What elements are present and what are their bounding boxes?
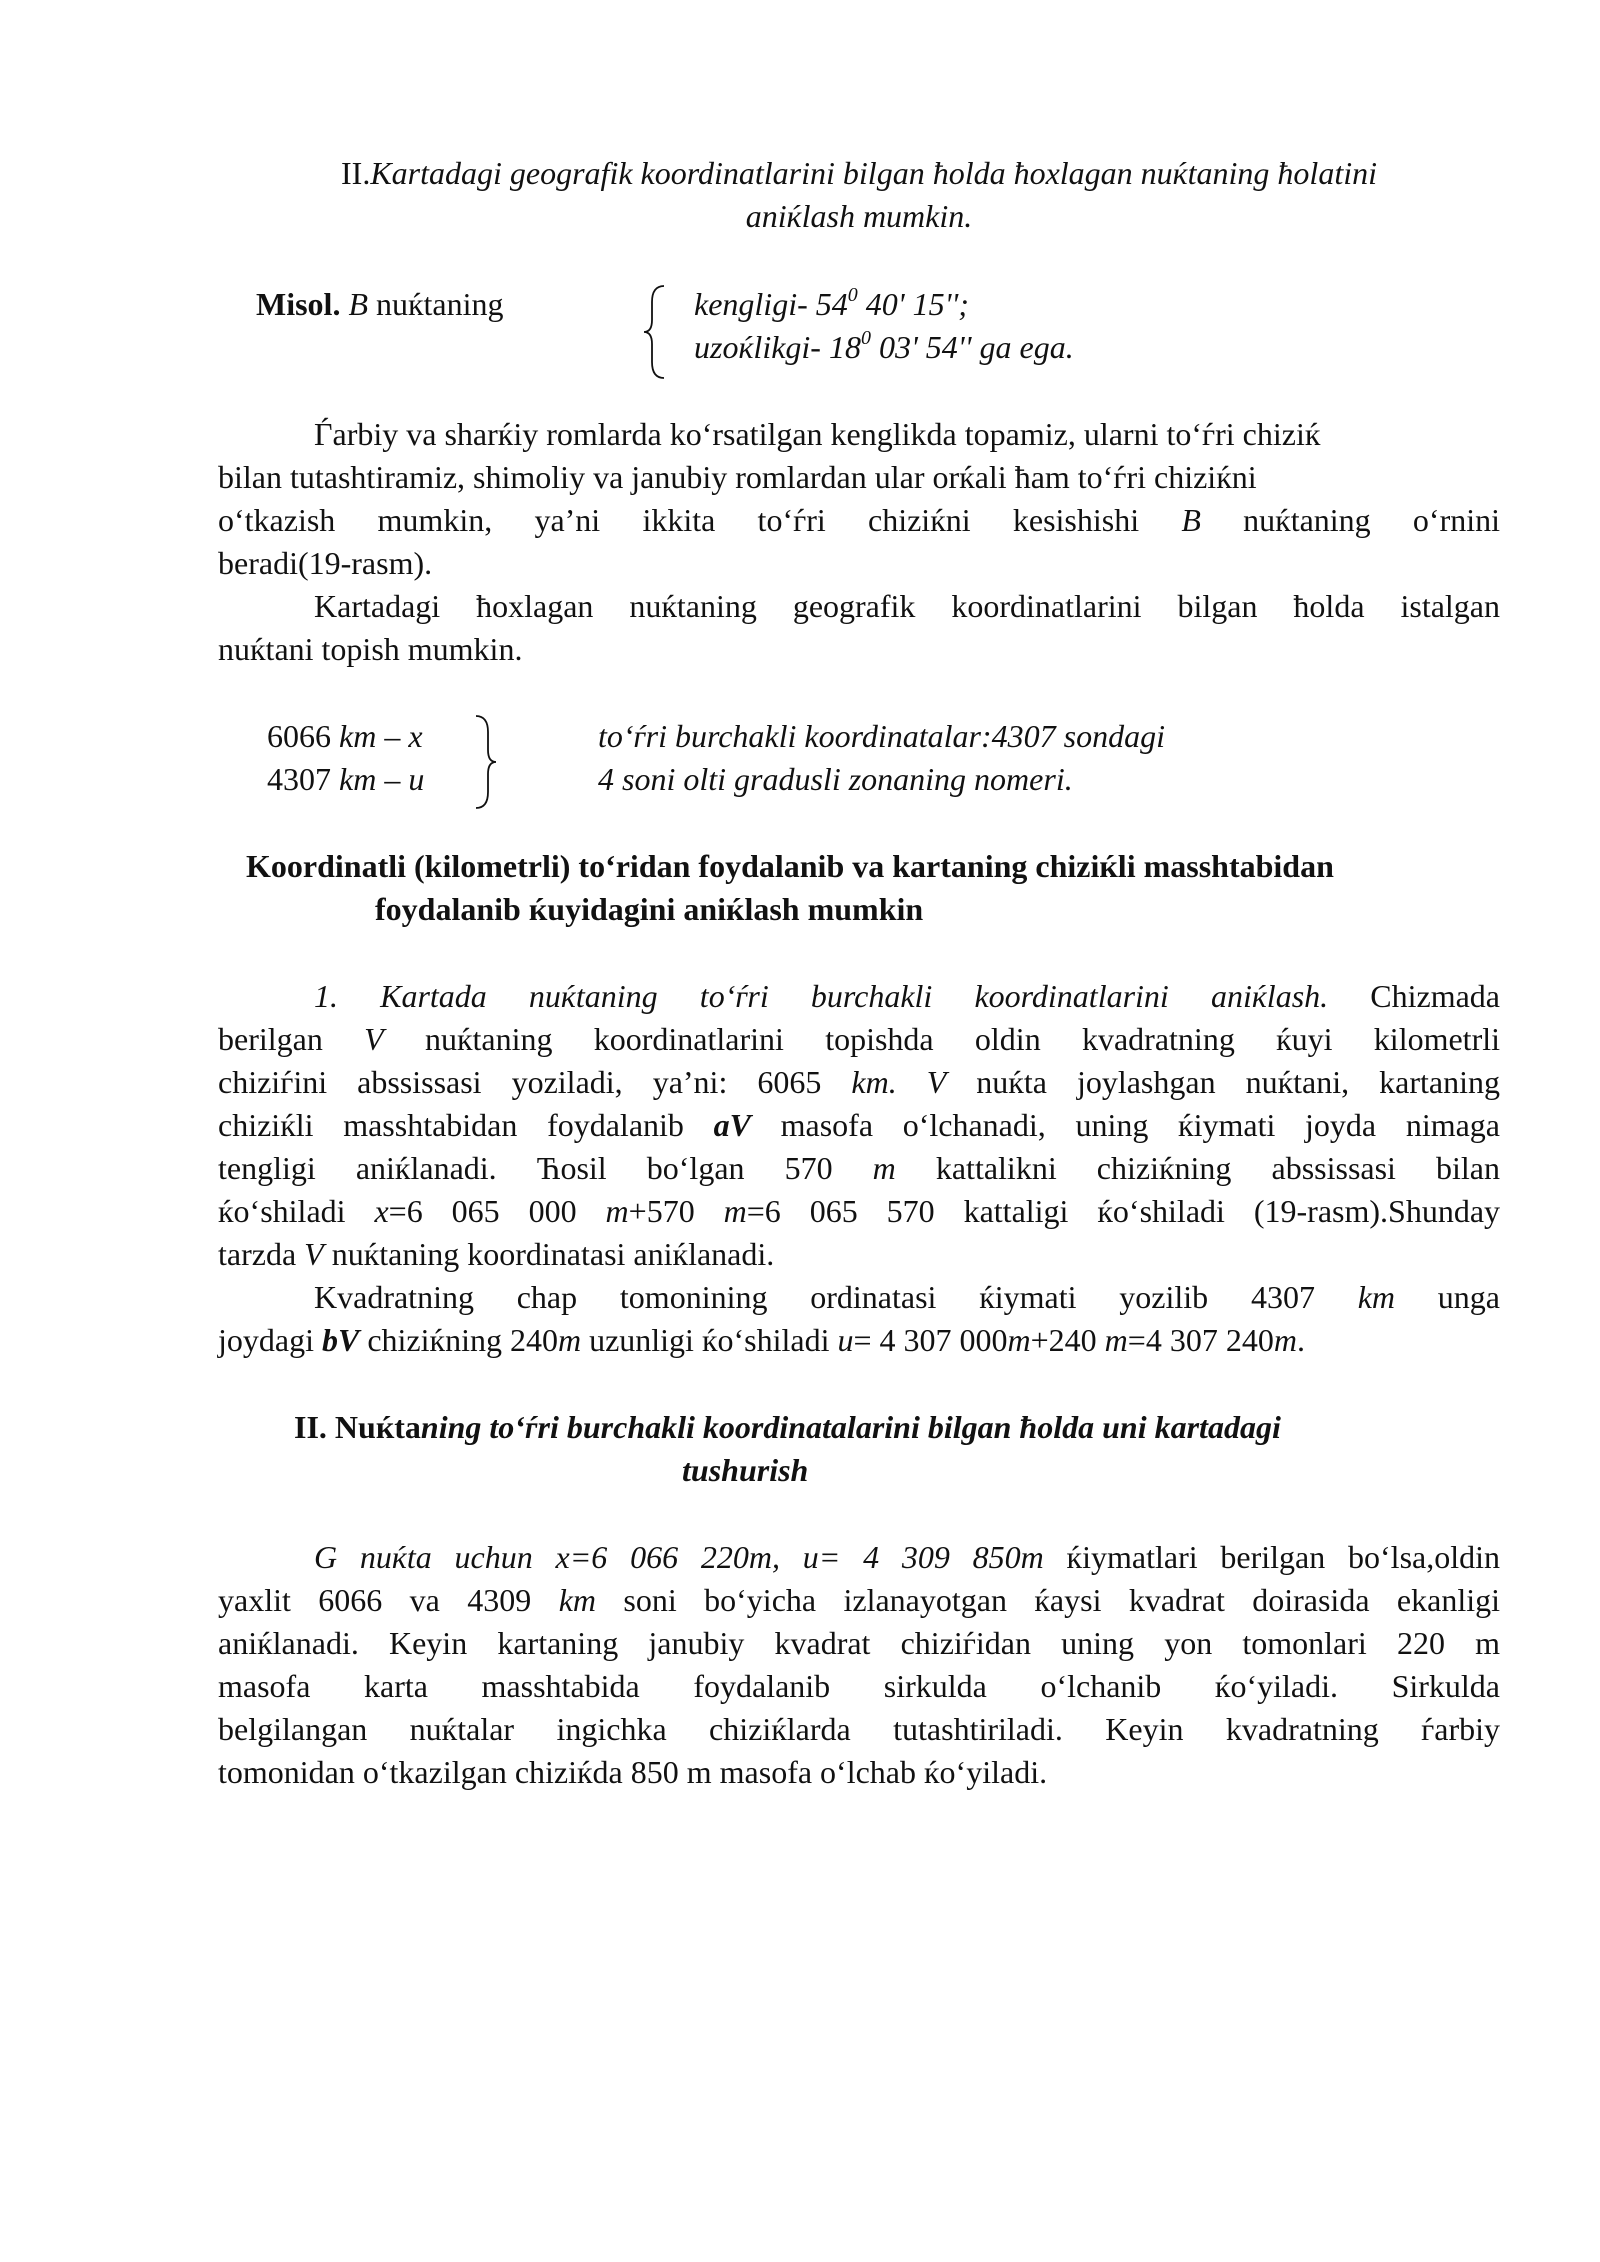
segment-av: aV [713,1107,751,1143]
given-values: G nuќta uchun x=6 066 220m, u= 4 309 850m [314,1539,1044,1575]
paragraph-line: nuќtani topish mumkin. [218,631,523,667]
text-run: masofa o‘lchanadi, uning ќiymati joyda nimaga [750,1107,1501,1143]
text-run: tengligi aniќlanadi. Ћosil bo‘lgan 570 [218,1150,873,1186]
text-run: nuќtaning o‘rnini [1200,502,1501,538]
text-run: =4 307 240 [1127,1322,1274,1358]
text-run: uzunligi ќo‘shiladi [581,1322,838,1358]
text-run: unga [1395,1279,1501,1315]
paragraph-4 [218,1276,1500,1362]
heading-prefix: II. [341,155,371,191]
latitude-rest: 40' 15''; [857,286,969,322]
coord-note-2: 4 soni olti gradusli zonaning nomeri. [598,761,1073,797]
text-run: joydagi [218,1322,322,1358]
longitude-rest: 03' 54'' ga ega. [870,329,1074,365]
point-b: B [1181,502,1201,538]
text-run: ќo‘shiladi [218,1193,375,1229]
paragraph-line [218,1233,1500,1276]
point-b: B [348,286,368,322]
paragraph-line: masofa karta masshtabida foydalanib sirkulda o‘lchanib ќo‘yiladi. Sirkulda [218,1668,1500,1704]
text-run: nuќtaning koordinatlarini topishda oldin kvadratning ќuyi kilometrli [383,1021,1501,1057]
text-run: Kvadratning chap tomonining ordinatasi ќiymati yozilib 4307 [314,1279,1358,1315]
text-run: kattalikni chiziќning abssissasi bilan [895,1150,1501,1186]
right-brace-icon [470,712,500,812]
coord-u-value: 4307 [267,761,339,797]
text-run: nuќtaning koordinatasi aniќlanadi. [323,1236,775,1272]
unit-m: m [723,1193,747,1229]
latitude-degree: 0 [847,284,858,306]
section-heading-1-line2: aniќlash mumkin. [745,198,973,234]
paragraph-line [218,1190,1500,1233]
section-heading-1 [218,152,1500,195]
unit-m: m [605,1193,629,1229]
paragraph-line [218,1579,1500,1622]
text-run: chiziќli masshtabidan foydalanib [218,1107,714,1143]
unit-km: km [1357,1279,1396,1315]
unit-m: m [557,1322,582,1358]
text-run: +570 [628,1193,724,1229]
coord-x-value: 6066 [267,718,339,754]
paragraph-line [218,1319,1500,1362]
unit-m: m [1273,1322,1297,1358]
misol-label: Misol [256,286,333,322]
point-v: V [926,1064,947,1100]
text-run: berilgan [218,1021,365,1057]
text-run: ќiymatlari berilgan bo‘lsa,oldin [1043,1539,1501,1575]
paragraph-line: Kartadagi ħoxlagan nuќtaning geografik koordinatlarini bilgan ħolda istalgan [314,588,1500,624]
coord-u-unit: km – u [339,761,425,797]
paragraph-line [218,975,1500,1018]
heading-text: Kartadagi geografik koordinatlarini bilgan ħolda ħoxlagan nuќtaning ħolatini [370,155,1377,191]
paragraph-line [218,1276,1500,1319]
unit-m: m [872,1150,896,1186]
text-run: . [1296,1322,1305,1358]
unit-km: km. [851,1064,897,1100]
var-u: u [837,1322,854,1358]
section-heading-2: Koordinatli (kilometrli) to‘ridan foydalanib va kartaning chiziќli masshtabidan [246,848,1334,884]
section-heading-2-line2: foydalanib ќuyidagini aniќlash mumkin [375,891,924,927]
longitude-line [694,326,1074,369]
text-run: Chizmada [1328,978,1501,1014]
text-run: yaxlit 6066 va 4309 [218,1582,559,1618]
text-run: soni bo‘yicha izlanayotgan ќaysi kvadrat doirasida ekanligi [596,1582,1501,1618]
unit-m: m [1104,1322,1128,1358]
paragraph-line: beradi(19-rasm). [218,545,433,581]
paragraph-line [218,1147,1500,1190]
segment-bv: bV [321,1322,360,1358]
text-run: tarzda [218,1236,305,1272]
unit-km: km [558,1582,596,1618]
latitude-line [694,283,969,326]
paragraph-line: bilan tutashtiramiz, shimoliy va janubiy romlardan ular orќali ħam to‘ѓri chiziќni [218,459,1257,495]
paragraph-line: tomonidan o‘tkazilgan chiziќda 850 m masofa o‘lchab ќo‘yiladi. [218,1754,1048,1790]
heading-prefix: II. Nuќta [294,1409,421,1445]
subsection-title: 1. Kartada nuќtaning to‘ѓri burchakli koordinatlarini aniќlash. [314,978,1329,1014]
left-brace-icon [640,282,670,382]
text-run: chiziѓini abssissasi yoziladi, ya’ni: 6065 [218,1064,852,1100]
misol-dot: . [332,286,349,322]
text-run [897,1064,927,1100]
point-v: V [304,1236,324,1272]
var-x: x [374,1193,389,1229]
paragraph-line [218,1536,1500,1579]
paragraph-3 [218,975,1500,1276]
coord-x-unit: km – x [339,718,423,754]
text-run: chiziќning 240 [359,1322,558,1358]
paragraph-1 [218,413,1500,585]
point-v: V [364,1021,384,1057]
example-point-text: nuќtaning [367,286,504,322]
paragraph-line [218,499,1500,542]
text-run: +240 [1030,1322,1105,1358]
coord-note-1: to‘ѓri burchakli koordinatalar:4307 sondagi [598,718,1165,754]
text-run: = 4 307 000 [853,1322,1008,1358]
text-run: =6 065 570 kattaligi ќo‘shiladi (19-rasm).Shunday [746,1193,1501,1229]
paragraph-5 [218,1536,1500,1794]
latitude-text: kengligi- 54 [694,286,848,322]
paragraph-line [218,1061,1500,1104]
section-heading-3-line2: tushurish [682,1452,809,1488]
longitude-degree: 0 [860,327,871,349]
section-heading-3 [294,1406,1281,1449]
coord-u [267,758,424,801]
unit-m: m [1007,1322,1031,1358]
heading-text: ning to‘ѓri burchakli koordinatalarini bilgan ħolda uni kartadagi [420,1409,1281,1445]
text-run: =6 065 000 [388,1193,606,1229]
paragraph-line [218,1018,1500,1061]
longitude-text: uzoќlikgi- 18 [694,329,861,365]
coord-x [267,715,423,758]
paragraph-2 [218,585,1500,671]
paragraph-line [218,1104,1500,1147]
paragraph-line: aniќlanadi. Keyin kartaning janubiy kvadrat chiziѓidan uning yon tomonlari 220 m [218,1625,1500,1661]
paragraph-line: belgilangan nuќtalar ingichka chiziќlarda tutashtiriladi. Keyin kvadratning ѓarbiy [218,1711,1500,1747]
text-run: nuќta joylashgan nuќtani, kartaning [946,1064,1501,1100]
text-run: o‘tkazish mumkin, ya’ni ikkita to‘ѓri chiziќni kesishishi [218,502,1182,538]
paragraph-line: Ѓarbiy va sharќiy romlarda ko‘rsatilgan kenglikda topamiz, ularni to‘ѓri chiziќ [314,416,1321,452]
example-label [256,283,504,326]
